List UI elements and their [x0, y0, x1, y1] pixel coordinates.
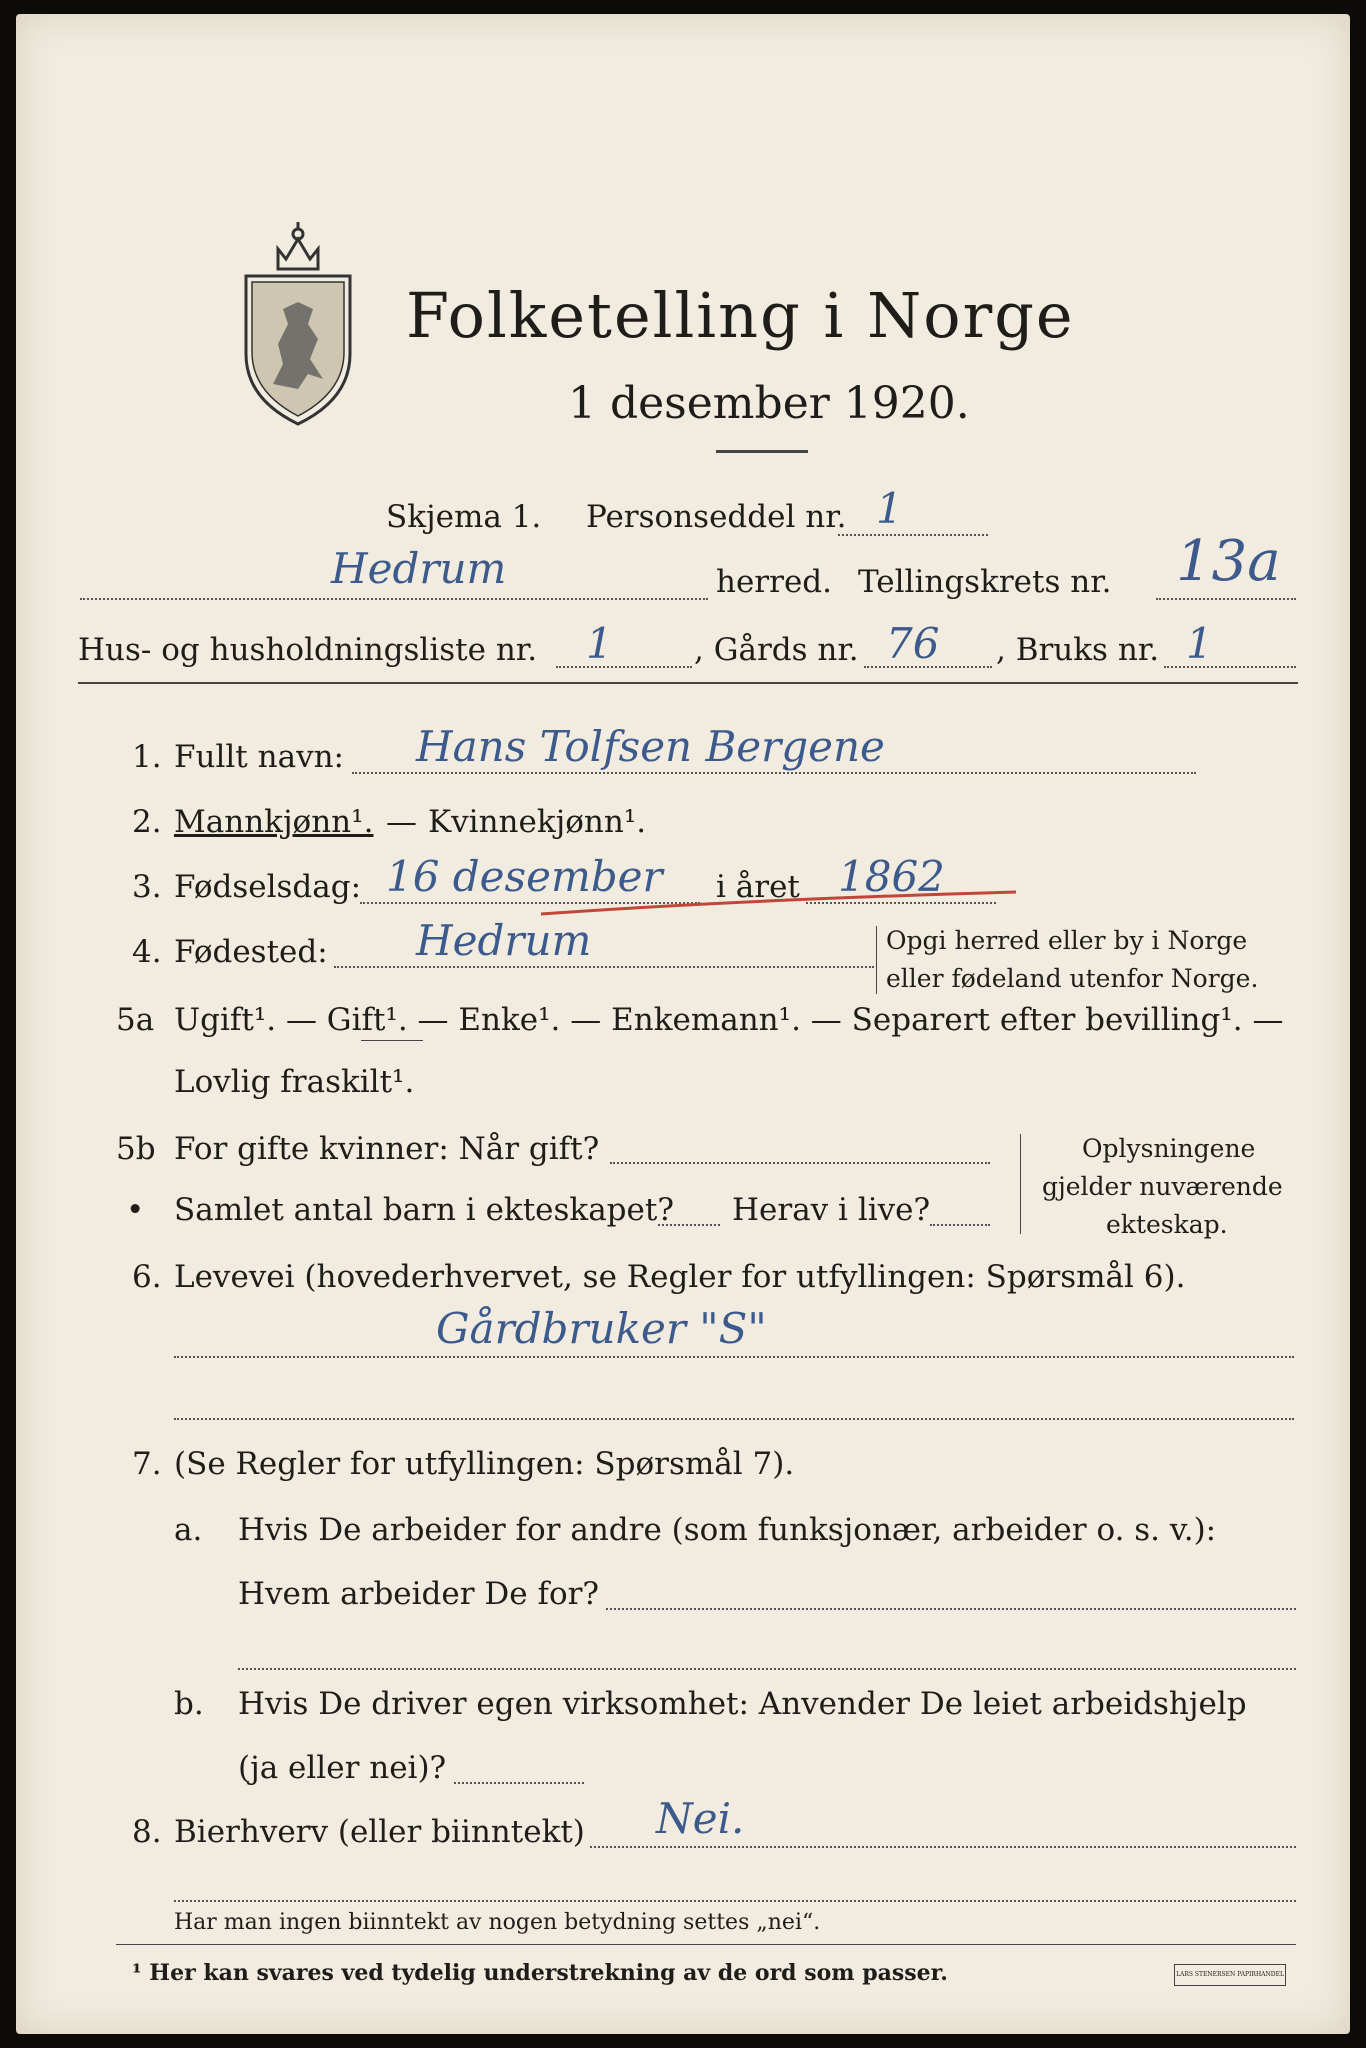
footer-note: Har man ingen biinntekt av nogen betydning settes „nei“.	[174, 1910, 821, 1935]
footnote: ¹ Her kan svares ved tydelig understrekning av de ord som passer.	[132, 1960, 948, 1986]
q4-note-line2: eller fødeland utenfor Norge.	[886, 964, 1259, 993]
footer-rule	[116, 1944, 1296, 1945]
q5b-alive-label: Herav i live?	[732, 1192, 931, 1228]
q6-occupation-value[interactable]: Gårdbruker "S"	[436, 1304, 767, 1353]
q5b-label: For gifte kvinner: Når gift?	[174, 1131, 600, 1167]
tellingskrets-line	[1156, 598, 1296, 600]
herred-value[interactable]: Hedrum	[331, 544, 507, 593]
gards-label: , Gårds nr.	[694, 632, 859, 668]
q2-separator: —	[386, 804, 417, 840]
red-pencil-mark	[536, 882, 1036, 922]
herred-label: herred.	[716, 564, 832, 600]
q3-birthday-value[interactable]: 16 desember	[386, 852, 663, 901]
title-divider	[716, 450, 808, 453]
q7a-employer-label: Hvem arbeider De for?	[238, 1576, 600, 1612]
gards-value[interactable]: 76	[886, 619, 940, 668]
q5b-children-label: Samlet antal barn i ekteskapet?	[174, 1192, 674, 1228]
q8-number: 8.	[132, 1814, 162, 1850]
personseddel-value[interactable]: 1	[876, 484, 903, 533]
q6-number: 6.	[132, 1259, 162, 1295]
q7b-yes-no-label: (ja eller nei)?	[238, 1750, 447, 1786]
q7a-number: a.	[174, 1512, 203, 1548]
q5b-note-line1: Oplysningene	[1082, 1134, 1256, 1163]
form-title: Folketelling i Norge	[406, 279, 1075, 352]
q7a-label: Hvis De arbeider for andre (som funksjonær, arbeider o. s. v.):	[238, 1512, 1217, 1548]
q1-full-name-value[interactable]: Hans Tolfsen Bergene	[416, 722, 885, 771]
q5b-bullet: •	[126, 1192, 145, 1228]
q4-note-line1: Opgi herred eller by i Norge	[886, 926, 1248, 955]
skjema-label: Skjema 1.	[386, 499, 542, 535]
q5b-alive-line	[930, 1224, 990, 1226]
q5b-note-line3: ekteskap.	[1106, 1210, 1228, 1239]
hus-line	[556, 666, 692, 668]
q5a-gift-underline	[361, 1040, 423, 1041]
q6-answer-line	[174, 1356, 1294, 1358]
q2-number: 2.	[132, 804, 162, 840]
q3-year-value[interactable]: 1862	[838, 852, 945, 901]
q1-label: Fullt navn:	[174, 739, 344, 775]
tellingskrets-value[interactable]: 13a	[1176, 529, 1281, 594]
q8-line2	[174, 1900, 1296, 1902]
q8-line	[590, 1846, 1296, 1848]
q7-number: 7.	[132, 1446, 162, 1482]
herred-line	[80, 598, 708, 600]
q3-number: 3.	[132, 869, 162, 905]
q8-sideline-value[interactable]: Nei.	[656, 1794, 745, 1843]
q5b-number: 5b	[116, 1131, 156, 1167]
q3-year-label: i året	[716, 869, 800, 905]
q4-number: 4.	[132, 934, 162, 970]
norwegian-coat-of-arms-icon	[238, 214, 358, 429]
q7a-employer-line	[606, 1608, 1296, 1610]
q5a-number: 5a	[116, 1002, 155, 1038]
q4-line	[334, 966, 874, 968]
q5b-note-brace	[1020, 1134, 1021, 1234]
q8-label: Bierhverv (eller biinntekt)	[174, 1814, 585, 1850]
bruks-line	[1164, 666, 1296, 668]
q1-number: 1.	[132, 739, 162, 775]
q4-note-brace	[876, 926, 877, 994]
personseddel-line	[838, 534, 988, 536]
header-rule	[78, 682, 1298, 684]
hus-label: Hus- og husholdningsliste nr.	[78, 632, 538, 668]
q5b-note-line2: gjelder nuværende	[1042, 1172, 1283, 1201]
census-form-page	[16, 14, 1350, 2034]
q6-label: Levevei (hovederhvervet, se Regler for utfyllingen: Spørsmål 6).	[174, 1259, 1186, 1295]
q7-label: (Se Regler for utfyllingen: Spørsmål 7).	[174, 1446, 795, 1482]
q5a-options-cont[interactable]: Lovlig fraskilt¹.	[174, 1064, 415, 1100]
q7b-number: b.	[174, 1686, 204, 1722]
tellingskrets-label: Tellingskrets nr.	[858, 564, 1112, 600]
q5b-married-line	[610, 1162, 990, 1164]
q1-line	[352, 772, 1196, 774]
personseddel-label: Personseddel nr.	[586, 499, 847, 535]
q7b-label: Hvis De driver egen virksomhet: Anvender De leiet arbeidshjelp	[238, 1686, 1247, 1722]
q4-label: Fødested:	[174, 934, 328, 970]
q6-answer-line2	[174, 1418, 1294, 1420]
bruks-label: , Bruks nr.	[996, 632, 1160, 668]
q5b-children-line	[658, 1224, 720, 1226]
q7a-employer-line2	[238, 1668, 1296, 1670]
q2-female-option[interactable]: Kvinnekjønn¹.	[428, 804, 647, 840]
q5a-options[interactable]: Ugift¹. — Gift¹. — Enke¹. — Enkemann¹. — Separert efter bevilling¹. —	[174, 1002, 1284, 1038]
q4-birthplace-value[interactable]: Hedrum	[416, 916, 592, 965]
q7b-yes-no-line	[454, 1782, 584, 1784]
census-date: 1 desember 1920.	[568, 378, 970, 429]
q2-male-option[interactable]: Mannkjønn¹.	[174, 804, 374, 840]
printer-stamp: LARS STENERSEN PAPIRHANDEL	[1174, 1964, 1286, 1986]
q3-label: Fødselsdag:	[174, 869, 362, 905]
hus-value[interactable]: 1	[586, 619, 613, 668]
bruks-value[interactable]: 1	[1186, 619, 1213, 668]
